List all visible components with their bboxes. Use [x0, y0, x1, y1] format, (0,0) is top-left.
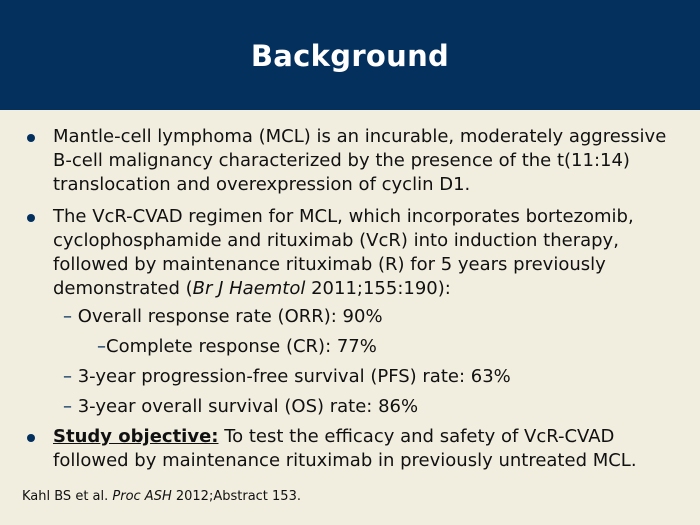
dash-icon: –	[63, 306, 72, 327]
objective-text: To test the efficacy and safety of VcR-CVAD followed by maintenance rituximab in previously untreated MCL.	[53, 426, 637, 471]
sub-bullet-os	[0, 395, 700, 419]
dash-icon: –	[97, 336, 106, 357]
bullet-text: Mantle-cell lymphoma (MCL) is an incurable, moderately aggressive B-cell malignancy characterized by the presence of the t(11:14) translocation and overexpression of cyclin D1.	[53, 126, 667, 195]
sub-bullet-pfs	[0, 365, 700, 389]
objective-label: Study objective:	[53, 426, 219, 447]
sub-bullet-text: 3-year overall survival (OS) rate: 86%	[77, 396, 419, 417]
footer-authors: Kahl BS et al.	[22, 489, 113, 504]
dash-icon: –	[63, 366, 72, 387]
bullet-item-objective	[0, 425, 700, 473]
sub-bullet-text: Overall response rate (ORR): 90%	[77, 306, 383, 327]
footer-rest: 2012;Abstract 153.	[171, 489, 301, 504]
citation-rest: 2011;155:190):	[305, 278, 451, 299]
bullet-text: The VcR-CVAD regimen for MCL, which incorporates bortezomib, cyclophosphamide and rituximab (VcR) into induction therapy, followed by maintenance rituximab (R) for 5 years previously demonstrated (	[53, 206, 634, 299]
bullet-dot-icon	[27, 134, 35, 142]
slide-title: Background	[250, 39, 450, 73]
sub-bullet-text: Complete response (CR): 77%	[106, 336, 377, 357]
bullet-item-mcl	[0, 125, 700, 197]
bullet-dot-icon	[27, 214, 35, 222]
sub-bullet-cr	[0, 335, 700, 359]
bullet-item-regimen	[0, 205, 700, 301]
dash-icon: –	[63, 396, 72, 417]
bullet-dot-icon	[27, 434, 35, 442]
slide-header	[0, 0, 700, 110]
sub-bullet-text: 3-year progression-free survival (PFS) rate: 63%	[77, 366, 511, 387]
citation-journal: Br J Haemtol	[192, 278, 306, 299]
slide-content	[0, 125, 700, 473]
citation-footer	[22, 489, 301, 504]
footer-journal: Proc ASH	[112, 489, 172, 504]
sub-bullet-orr	[0, 305, 700, 329]
